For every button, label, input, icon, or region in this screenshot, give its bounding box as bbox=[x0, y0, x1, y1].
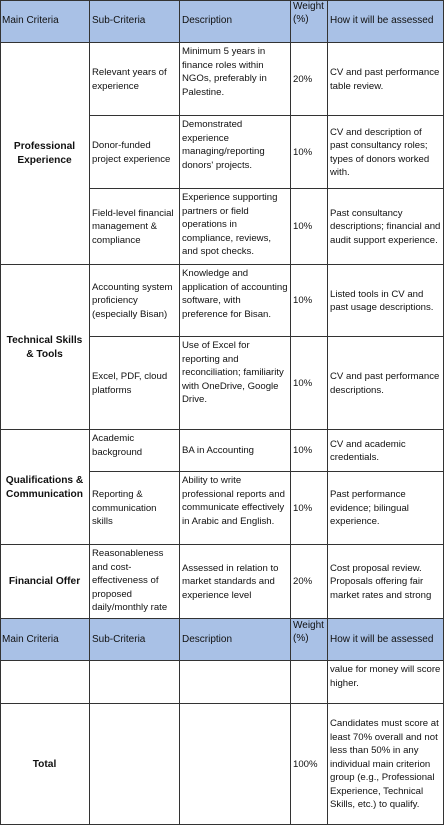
sub-criterion: Reasonableness and cost-effectiveness of proposed daily/monthly rate bbox=[90, 545, 180, 619]
description: Demonstrated experience managing/reporting donors' projects. bbox=[180, 116, 291, 189]
main-criterion-professional-experience: Professional Experience bbox=[0, 43, 90, 265]
main-criterion-financial-offer: Financial Offer bbox=[0, 545, 90, 619]
header-description-repeat: Description bbox=[180, 619, 291, 661]
header-weight: Weight (%) bbox=[291, 0, 328, 43]
header-sub-criteria: Sub-Criteria bbox=[90, 0, 180, 43]
total-sub-empty bbox=[90, 704, 180, 825]
assessment-method: Past performance evidence; bilingual experience. bbox=[328, 472, 444, 545]
sub-criterion: Reporting & communication skills bbox=[90, 472, 180, 545]
sub-criterion: Excel, PDF, cloud platforms bbox=[90, 337, 180, 430]
sub-criterion: Academic background bbox=[90, 430, 180, 472]
assessment-method: Cost proposal review. Proposals offering fair market rates and strong bbox=[328, 545, 444, 619]
continuation-sub-empty bbox=[90, 661, 180, 704]
total-desc-empty bbox=[180, 704, 291, 825]
assessment-method: CV and academic credentials. bbox=[328, 430, 444, 472]
header-main-criteria: Main Criteria bbox=[0, 0, 90, 43]
header-main-criteria-repeat: Main Criteria bbox=[0, 619, 90, 661]
description: BA in Accounting bbox=[180, 430, 291, 472]
description: Knowledge and application of accounting software, with preference for Bisan. bbox=[180, 265, 291, 337]
header-weight-repeat: Weight (%) bbox=[291, 619, 328, 661]
sub-criterion: Accounting system proficiency (especially Bisan) bbox=[90, 265, 180, 337]
assessment-method: Listed tools in CV and past usage descriptions. bbox=[328, 265, 444, 337]
weight-value: 10% bbox=[291, 472, 328, 545]
header-assessment-repeat: How it will be assessed bbox=[328, 619, 444, 661]
header-description: Description bbox=[180, 0, 291, 43]
weight-value: 10% bbox=[291, 189, 328, 265]
weight-value: 10% bbox=[291, 430, 328, 472]
continuation-main-empty bbox=[0, 661, 90, 704]
weight-value: 10% bbox=[291, 265, 328, 337]
main-criterion-technical-skills: Technical Skills & Tools bbox=[0, 265, 90, 430]
main-criterion-qualifications-communication: Qualifications & Communication bbox=[0, 430, 90, 545]
header-sub-criteria-repeat: Sub-Criteria bbox=[90, 619, 180, 661]
total-weight: 100% bbox=[291, 704, 328, 825]
sub-criterion: Field-level financial management & compliance bbox=[90, 189, 180, 265]
weight-value: 10% bbox=[291, 337, 328, 430]
assessment-method: CV and description of past consultancy roles; types of donors worked with. bbox=[328, 116, 444, 189]
header-assessment: How it will be assessed bbox=[328, 0, 444, 43]
description: Use of Excel for reporting and reconciliation; familiarity with OneDrive, Google Drive. bbox=[180, 337, 291, 430]
weight-value: 20% bbox=[291, 545, 328, 619]
sub-criterion: Donor-funded project experience bbox=[90, 116, 180, 189]
sub-criterion: Relevant years of experience bbox=[90, 43, 180, 116]
total-assessment: Candidates must score at least 70% overall and not less than 50% in any individual main criterion group (e.g., Professional Experience, Technical Skills, etc.) to qualify. bbox=[328, 704, 444, 825]
assessment-method-continued: value for money will score higher. bbox=[328, 661, 444, 704]
description: Experience supporting partners or field operations in compliance, reviews, and spot checks. bbox=[180, 189, 291, 265]
assessment-method: Past consultancy descriptions; financial and audit support experience. bbox=[328, 189, 444, 265]
assessment-method: CV and past performance table review. bbox=[328, 43, 444, 116]
description: Minimum 5 years in finance roles within NGOs, preferably in Palestine. bbox=[180, 43, 291, 116]
total-label: Total bbox=[0, 704, 90, 825]
weight-value: 20% bbox=[291, 43, 328, 116]
continuation-weight-empty bbox=[291, 661, 328, 704]
continuation-desc-empty bbox=[180, 661, 291, 704]
description: Ability to write professional reports and communicate effectively in Arabic and English. bbox=[180, 472, 291, 545]
assessment-method: CV and past performance descriptions. bbox=[328, 337, 444, 430]
weight-value: 10% bbox=[291, 116, 328, 189]
description: Assessed in relation to market standards and experience level bbox=[180, 545, 291, 619]
